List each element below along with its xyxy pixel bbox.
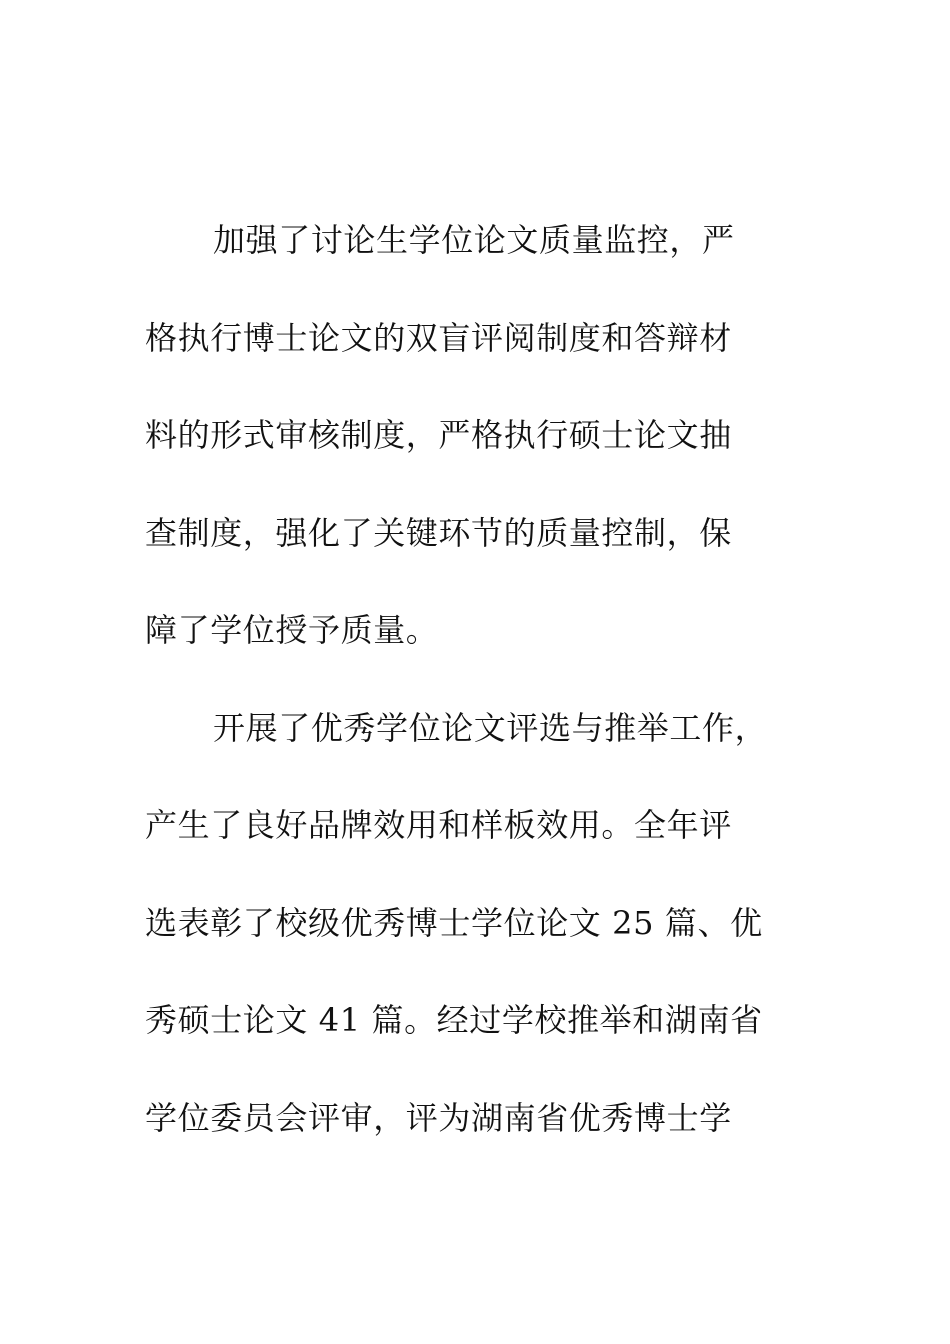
paragraph-1-line-4: 查制度，强化了关键环节的质量控制，保 bbox=[145, 513, 732, 552]
paragraph-1-line-1: 加强了讨论生学位论文质量监控，严 bbox=[213, 221, 735, 259]
paragraph-2-line-3: 选表彰了校级优秀博士学位论文 25 篇、优 bbox=[145, 903, 763, 942]
paragraph-1-line-3: 料的形式审核制度，严格执行硕士论文抽 bbox=[145, 416, 732, 454]
paragraph-2-line-4: 秀硕士论文 41 篇。经过学校推举和湖南省 bbox=[145, 1001, 763, 1039]
paragraph-2-line-1: 开展了优秀学位论文评选与推举工作， bbox=[213, 708, 768, 747]
paragraph-1-line-5: 障了学位授予质量。 bbox=[145, 611, 439, 649]
paragraph-2-line-2: 产生了良好品牌效用和样板效用。全年评 bbox=[145, 806, 732, 844]
paragraph-1-line-2: 格执行博士论文的双盲评阅制度和答辩材 bbox=[145, 318, 732, 357]
paragraph-2-line-5: 学位委员会评审，评为湖南省优秀博士学 bbox=[145, 1098, 732, 1137]
document-body bbox=[145, 221, 805, 1199]
